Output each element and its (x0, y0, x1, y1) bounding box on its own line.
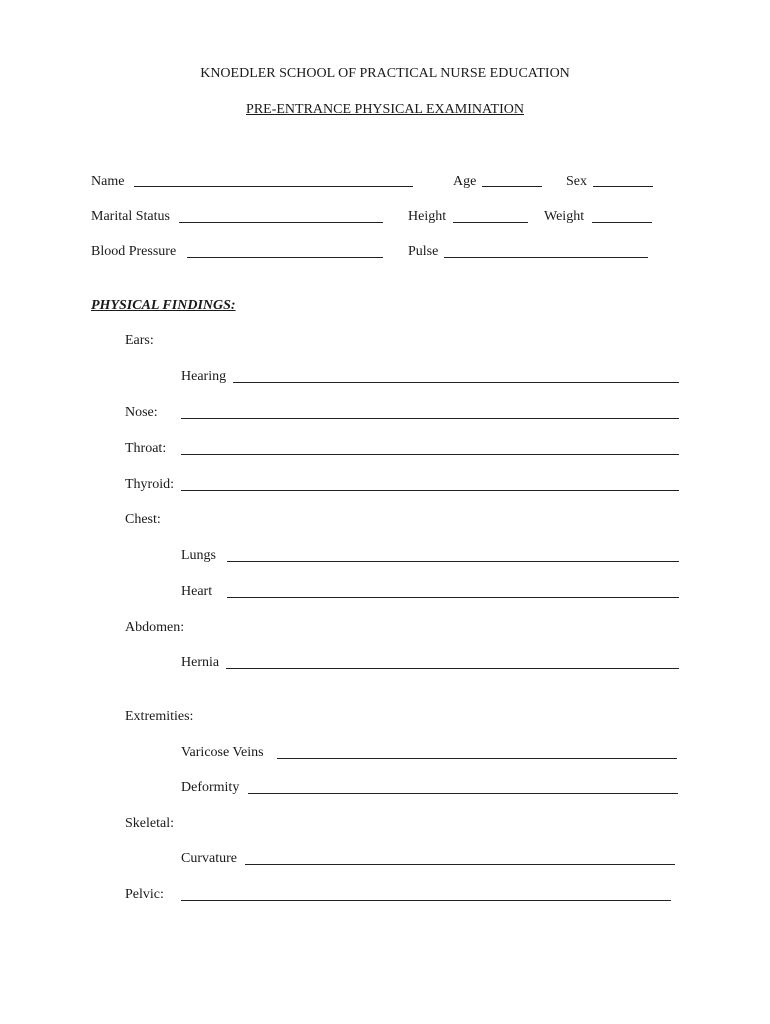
weight-label: Weight (544, 209, 585, 224)
physical-findings-heading: PHYSICAL FINDINGS: (91, 298, 236, 313)
hernia-label: Hernia (181, 655, 220, 670)
thyroid-label: Thyroid: (125, 477, 174, 492)
sex-label: Sex (566, 174, 587, 189)
blood-pressure-field[interactable] (187, 257, 383, 258)
pelvic-field[interactable] (181, 900, 671, 901)
throat-label: Throat: (125, 441, 167, 456)
height-label: Height (408, 209, 447, 224)
curvature-field[interactable] (245, 864, 675, 865)
deformity-field[interactable] (248, 793, 678, 794)
nose-field[interactable] (181, 418, 679, 419)
nose-label: Nose: (125, 405, 158, 420)
varicose-veins-field[interactable] (277, 758, 677, 759)
pelvic-label: Pelvic: (125, 887, 164, 902)
throat-field[interactable] (181, 454, 679, 455)
hearing-label: Hearing (181, 369, 227, 384)
deformity-label: Deformity (181, 780, 240, 795)
pulse-label: Pulse (408, 244, 439, 259)
varicose-veins-label: Varicose Veins (181, 745, 264, 760)
heart-label: Heart (181, 584, 213, 599)
skeletal-label: Skeletal: (125, 816, 174, 831)
pulse-field[interactable] (444, 257, 648, 258)
sex-field[interactable] (593, 186, 653, 187)
hernia-field[interactable] (226, 668, 679, 669)
name-field[interactable] (134, 186, 413, 187)
ears-label: Ears: (125, 333, 154, 348)
age-field[interactable] (482, 186, 542, 187)
marital-status-field[interactable] (179, 222, 383, 223)
weight-field[interactable] (592, 222, 652, 223)
school-name: KNOEDLER SCHOOL OF PRACTICAL NURSE EDUCATION (200, 66, 570, 81)
extremities-label: Extremities: (125, 709, 194, 724)
lungs-field[interactable] (227, 561, 679, 562)
lungs-label: Lungs (181, 548, 216, 563)
thyroid-field[interactable] (181, 490, 679, 491)
blood-pressure-label: Blood Pressure (91, 244, 177, 259)
chest-label: Chest: (125, 512, 161, 527)
heart-field[interactable] (227, 597, 679, 598)
name-label: Name (91, 174, 125, 189)
abdomen-label: Abdomen: (125, 620, 185, 635)
age-label: Age (453, 174, 477, 189)
marital-status-label: Marital Status (91, 209, 170, 224)
curvature-label: Curvature (181, 851, 237, 866)
height-field[interactable] (453, 222, 528, 223)
form-title: PRE-ENTRANCE PHYSICAL EXAMINATION (246, 102, 524, 117)
hearing-field[interactable] (233, 382, 679, 383)
